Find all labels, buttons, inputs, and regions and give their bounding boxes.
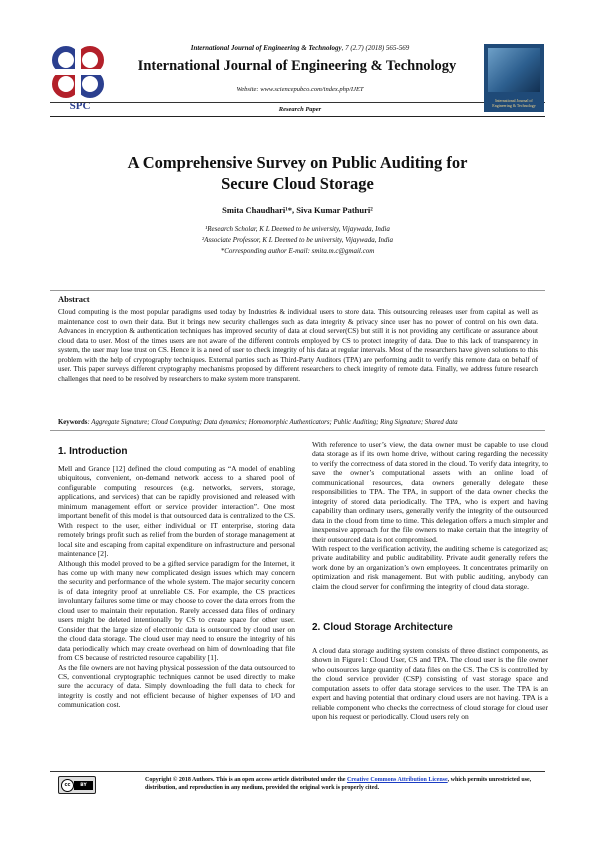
section-heading-architecture: 2. Cloud Storage Architecture: [312, 622, 453, 633]
title-line-2: Secure Cloud Storage: [221, 174, 374, 193]
logo-text: SPC: [69, 100, 91, 112]
paragraph: With reference to user’s view, the data owner must be capable to use cloud data storage as if its own home drive, without caring regarding the necessity to verify the correctness of data stored in the cloud. To verify data integrity, to save the owner’s computational assets with an online load of communicational resources, data owners generally delegate these responsibilities to TPA. The TPA, in support of the data owner checks the integrity of stored data periodically. The TPA, who is expert and having capability than ordinary users, generally verify the integrity of the outsourced data in the cloud from time to time. This delegation offers a much simpler and inexpensive approach for the file owners to make certain that the integrity of their outsourced data is not compromised.: [312, 440, 548, 544]
journal-cover-image: [484, 44, 544, 112]
title-line-1: A Comprehensive Survey on Public Auditing for: [127, 153, 468, 172]
paragraph: As the file owners are not having physical possession of the data outsourced to CS, conventional cryptographic techniques cannot be used directly to make sure the accuracy of data. Simply downloading the full data to check for integrity is costly and not efficient because of higher expenses of I/O and communication cost.: [58, 662, 295, 710]
keywords-list: : Aggregate Signature; Cloud Computing; Data dynamics; Homomorphic Authenticators; Public Auditing; Ring Signature; Shared data: [87, 419, 458, 426]
paragraph: Although this model proved to be a gifted service paradigm for the Internet, it has come up with many new complicated design issues which may concern the security and performance of the whole system. The major security concern is of data integrity proof at unreliable CS. For example, the CS practices involuntary failures some time or may choose to cover the data errors from the cloud user to maintain their reputation. Rarely accessed data files of ordinary users might be deleted intentionally by CS to create space for other user. Consider that the large size of electronic data is outsourced by cloud user on the cloud data storage. The cloud user may need to ensure the integrity of his data periodically which may create overhead on him of downloading that file from CS because of restricted resource capability [1].: [58, 558, 295, 663]
right-column: [312, 440, 548, 591]
paragraph: With respect to the verification activity, the auditing scheme is categorized as; private auditability and public auditability. Private audit generally refers the work done by an organization’s own employees. It concentrates primarily on optimization and risk management. But with public auditing, anybody can claim the cloud server for confirming the integrity of cloud data storage.: [312, 543, 548, 591]
paper-title: [80, 152, 515, 194]
abstract-top-rule: [50, 290, 545, 291]
corresponding-author: *Corresponding author E-mail: smita.m.c@gmail.com: [220, 247, 375, 255]
cover-caption: International Journal of Engineering & Technology: [492, 98, 536, 108]
affiliations: [80, 224, 515, 257]
journal-website[interactable]: Website: www.sciencepubco.com/index.php/IJET: [236, 86, 364, 93]
header-divider-bottom: [50, 116, 545, 117]
paragraph: Mell and Grance [12] defined the cloud computing as “A model of enabling ubiquitous, convenient, on-demand network access to a shared pool of configurable computing resources (e.g. networks, servers, storage, applications, and services) that can be rapidly provisioned and released with minimum management effort or service provider interaction”. One most important benefit of this model is that outsourced data is centralized to the CS. With respect to the user, either individual or IT enterprise, storing data remotely brings profit such as relief from the burden of storage management at local site and escaping from capital expenditure on infrastructure and personal maintenance [2].: [58, 464, 295, 559]
paper-type: Research Paper: [278, 106, 322, 113]
footer-rule: [50, 771, 545, 772]
abstract-bottom-rule: [50, 430, 545, 431]
abstract-text: Cloud computing is the most popular paradigms used today by Industries & individual users to store data. This outsourcing releases user from capital as well as maintenance cost to own their data. But it brings new security challenges such as data integrity & privacy since user has no power of control on his own data. Advances in encryption & authentication techniques has improved security of data at cloud server(CS) but still it is not providing any certificate or assurance about cloud data to user. Most of the times users are not aware of the different controls employed by CS to protect integrity of data. Due to this lack of transparency in system, the user may lose trust on CS. Hence it is a need of user to check integrity of his data at regular intervals. Most of the researchers have given solutions to this problem with the help of cryptography techniques. External parties such as Third-Party Auditors (TPA) are performing audit to verify this remote data on behalf of user. This paper surveys different cryptography mechanisms proposed by different researchers to check integrity of remote data. Finally, we address future research challenges that need to be resolved by researchers to make system more transparent.: [58, 308, 538, 383]
paragraph: A cloud data storage auditing system consists of three distinct components, as shown in Figure1: Cloud User, CS and TPA. The cloud user is the file owner who outsources large quantity of data files on the CS. The CS is controlled by the cloud service provider (CSP) consisting of vast storage space and computation assets to offer data storage services to the user. The TPA is an expert and having potential that ordinary cloud users are not having. TPA is a reliable component who checks the correctness of cloud storage for cloud user upon his request or periodically. Cloud users rely on: [312, 646, 548, 722]
affiliation-2: ²Associate Professor, K L Deemed to be university, Vijaywada, India: [202, 236, 393, 244]
affiliation-1: ¹Research Scholar, K L Deemed to be university, Vijaywada, India: [205, 225, 390, 233]
journal-title: International Journal of Engineering & Technology: [137, 58, 457, 74]
section-heading-introduction: 1. Introduction: [58, 446, 128, 457]
abstract-heading: Abstract: [58, 294, 90, 304]
keywords-label: Keywords: [58, 419, 88, 426]
header-divider: [50, 102, 545, 103]
section2-text: [312, 646, 548, 722]
keywords: [58, 419, 538, 426]
author-list: Smita Chaudhari¹*, Siva Kumar Pathuri²: [222, 205, 373, 215]
cc-icon: cc: [61, 779, 74, 792]
copyright-notice: Copyright © 2018 Authors. This is an open access article distributed under the Creative Commons Attribution License, which permits unrestricted use, distribution, and reproduction in any medium, provided the original work is properly cited.: [145, 777, 532, 791]
cc-by-license-badge[interactable]: [58, 776, 96, 794]
by-icon: BY: [74, 781, 93, 790]
journal-citation: International Journal of Engineering & Technology, 7 (2.7) (2018) 565-569: [190, 44, 410, 52]
left-column: [58, 464, 295, 710]
license-link[interactable]: Creative Commons Attribution License: [346, 777, 448, 783]
publisher-logo: [50, 44, 110, 118]
